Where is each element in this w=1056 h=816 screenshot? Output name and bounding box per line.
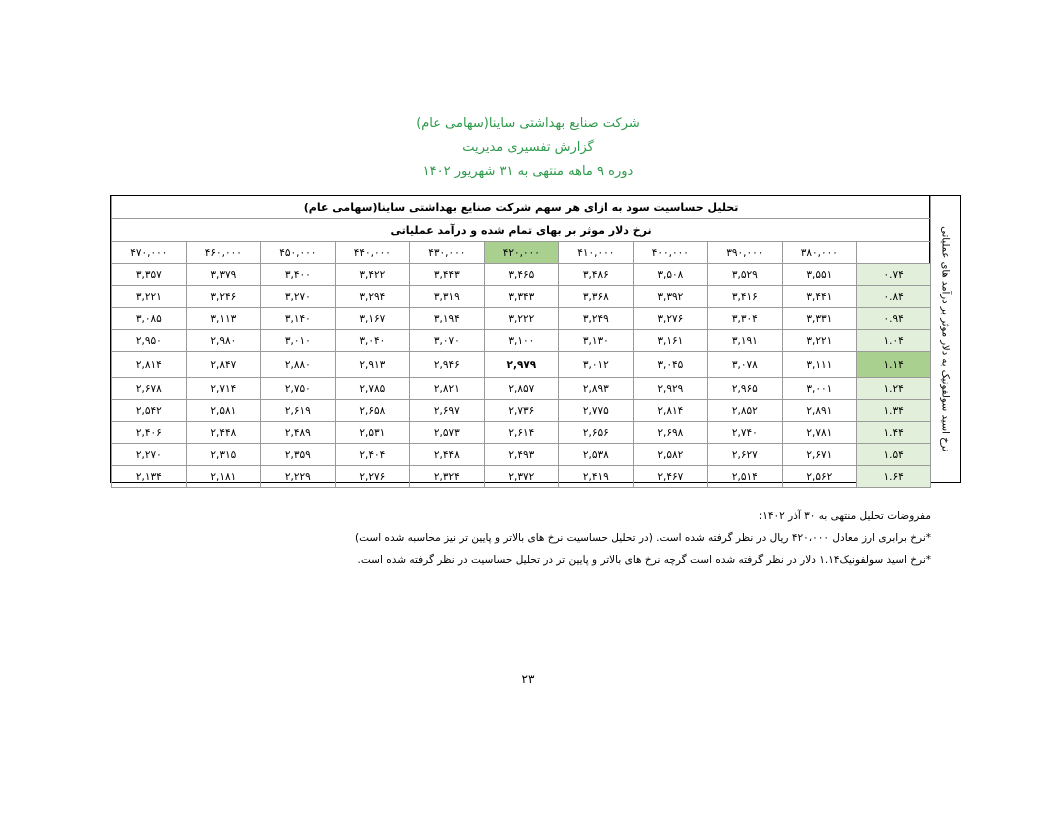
row-label: ۱.۴۴ bbox=[857, 422, 931, 444]
column-header: ۴۷۰,۰۰۰ bbox=[112, 242, 187, 264]
table-cell: ۲,۹۸۰ bbox=[186, 330, 261, 352]
table-cell: ۲,۷۴۰ bbox=[708, 422, 783, 444]
sensitivity-table-frame bbox=[110, 195, 961, 483]
table-cell: ۳,۰۱۲ bbox=[559, 352, 634, 378]
table-cell: ۳,۲۴۹ bbox=[559, 308, 634, 330]
table-cell: ۲,۴۱۹ bbox=[559, 466, 634, 488]
table-cell: ۲,۶۷۸ bbox=[112, 378, 187, 400]
column-header: ۴۶۰,۰۰۰ bbox=[186, 242, 261, 264]
table-cell: ۲,۴۹۳ bbox=[484, 444, 559, 466]
table-cell: ۲,۸۱۴ bbox=[112, 352, 187, 378]
report-title: گزارش تفسیری مدیریت bbox=[462, 140, 594, 155]
table-cell: ۲,۷۷۵ bbox=[559, 400, 634, 422]
row-label: ۱.۱۴ bbox=[857, 352, 931, 378]
table-cell: ۳,۴۴۳ bbox=[410, 264, 485, 286]
company-title: شرکت صنایع بهداشتی ساینا(سهامی عام) bbox=[416, 116, 640, 131]
column-header: ۳۹۰,۰۰۰ bbox=[708, 242, 783, 264]
table-row bbox=[112, 330, 931, 352]
table-cell: ۲,۶۹۸ bbox=[633, 422, 708, 444]
table-cell: ۲,۴۸۹ bbox=[261, 422, 336, 444]
table-cell: ۲,۴۴۸ bbox=[186, 422, 261, 444]
table-cell: ۲,۹۷۹ bbox=[484, 352, 559, 378]
table-cell: ۲,۷۱۴ bbox=[186, 378, 261, 400]
table-cell: ۲,۱۸۱ bbox=[186, 466, 261, 488]
table-cell: ۳,۴۶۵ bbox=[484, 264, 559, 286]
table-cell: ۲,۶۵۸ bbox=[335, 400, 410, 422]
table-cell: ۳,۲۴۶ bbox=[186, 286, 261, 308]
column-header: ۴۱۰,۰۰۰ bbox=[559, 242, 634, 264]
table-cell: ۳,۱۶۷ bbox=[335, 308, 410, 330]
table-row bbox=[112, 264, 931, 286]
table-cell: ۳,۳۵۷ bbox=[112, 264, 187, 286]
table-row bbox=[112, 352, 931, 378]
table-cell: ۲,۶۵۶ bbox=[559, 422, 634, 444]
row-label: ۱.۶۴ bbox=[857, 466, 931, 488]
table-cell: ۲,۷۳۶ bbox=[484, 400, 559, 422]
row-label: ۱.۲۴ bbox=[857, 378, 931, 400]
table-cell: ۳,۱۱۱ bbox=[782, 352, 857, 378]
table-cell: ۳,۴۴۱ bbox=[782, 286, 857, 308]
table-cell: ۲,۸۵۲ bbox=[708, 400, 783, 422]
table-cell: ۲,۴۰۶ bbox=[112, 422, 187, 444]
table-cell: ۳,۵۲۹ bbox=[708, 264, 783, 286]
notes-heading: مفروضات تحلیل منتهی به ۳۰ آذر ۱۴۰۲: bbox=[758, 510, 931, 522]
column-header: ۴۴۰,۰۰۰ bbox=[335, 242, 410, 264]
column-header: ۳۸۰,۰۰۰ bbox=[782, 242, 857, 264]
column-header: ۴۲۰,۰۰۰ bbox=[484, 242, 559, 264]
period-title: دوره ۹ ماهه منتهی به ۳۱ شهریور ۱۴۰۲ bbox=[422, 164, 634, 179]
table-cell: ۳,۲۹۴ bbox=[335, 286, 410, 308]
table-cell: ۲,۶۹۷ bbox=[410, 400, 485, 422]
side-label: نرخ اسید سولفونیک به دلار موثر بر درآمد های عملیاتی bbox=[939, 226, 951, 452]
table-cell: ۳,۱۹۱ bbox=[708, 330, 783, 352]
table-cell: ۳,۰۷۰ bbox=[410, 330, 485, 352]
table-cell: ۲,۳۷۲ bbox=[484, 466, 559, 488]
table-cell: ۳,۳۳۱ bbox=[782, 308, 857, 330]
table-cell: ۲,۶۷۱ bbox=[782, 444, 857, 466]
table-cell: ۳,۳۶۸ bbox=[559, 286, 634, 308]
table-cell: ۲,۸۸۰ bbox=[261, 352, 336, 378]
table-cell: ۳,۲۲۱ bbox=[112, 286, 187, 308]
table-cell: ۲,۹۱۳ bbox=[335, 352, 410, 378]
table-cell: ۳,۳۹۲ bbox=[633, 286, 708, 308]
row-label: ۰.۸۴ bbox=[857, 286, 931, 308]
table-cell: ۳,۴۲۲ bbox=[335, 264, 410, 286]
table-cell: ۳,۲۲۲ bbox=[484, 308, 559, 330]
column-header-row bbox=[112, 242, 931, 264]
table-cell: ۲,۴۴۸ bbox=[410, 444, 485, 466]
table-cell: ۳,۴۱۶ bbox=[708, 286, 783, 308]
table-cell: ۲,۱۳۴ bbox=[112, 466, 187, 488]
table-cell: ۳,۳۴۳ bbox=[484, 286, 559, 308]
table-title: تحلیل حساسیت سود به ازای هر سهم شرکت صنایع بهداشتی ساینا(سهامی عام) bbox=[112, 196, 931, 219]
assumptions-notes bbox=[331, 505, 931, 571]
sensitivity-table bbox=[111, 196, 931, 488]
row-label: ۰.۹۴ bbox=[857, 308, 931, 330]
table-cell: ۲,۳۵۹ bbox=[261, 444, 336, 466]
table-cell: ۲,۸۵۷ bbox=[484, 378, 559, 400]
table-cell: ۳,۲۲۱ bbox=[782, 330, 857, 352]
column-header: ۴۵۰,۰۰۰ bbox=[261, 242, 336, 264]
table-cell: ۳,۲۷۶ bbox=[633, 308, 708, 330]
table-cell: ۲,۷۸۱ bbox=[782, 422, 857, 444]
table-cell: ۳,۱۱۳ bbox=[186, 308, 261, 330]
table-cell: ۲,۷۵۰ bbox=[261, 378, 336, 400]
table-cell: ۳,۵۵۱ bbox=[782, 264, 857, 286]
row-label: ۱.۰۴ bbox=[857, 330, 931, 352]
row-label: ۱.۵۴ bbox=[857, 444, 931, 466]
table-cell: ۲,۲۷۶ bbox=[335, 466, 410, 488]
note-exchange-rate: *نرخ برابری ارز معادل ۴۲۰،۰۰۰ ریال در نظر گرفته شده است. (در تحلیل حساسیت نرخ های بالاتر و پایین تر نیز محاسبه شده است) bbox=[354, 532, 931, 544]
table-cell: ۳,۱۶۱ bbox=[633, 330, 708, 352]
table-cell: ۲,۵۳۸ bbox=[559, 444, 634, 466]
table-cell: ۲,۳۱۵ bbox=[186, 444, 261, 466]
table-cell: ۲,۳۲۴ bbox=[410, 466, 485, 488]
table-row bbox=[112, 400, 931, 422]
table-cell: ۳,۰۴۰ bbox=[335, 330, 410, 352]
table-cell: ۲,۹۵۰ bbox=[112, 330, 187, 352]
table-cell: ۳,۴۸۶ bbox=[559, 264, 634, 286]
table-cell: ۲,۹۴۶ bbox=[410, 352, 485, 378]
table-row bbox=[112, 466, 931, 488]
table-cell: ۲,۸۱۴ bbox=[633, 400, 708, 422]
table-cell: ۳,۵۰۸ bbox=[633, 264, 708, 286]
table-cell: ۳,۳۷۹ bbox=[186, 264, 261, 286]
table-row bbox=[112, 308, 931, 330]
table-cell: ۲,۸۲۱ bbox=[410, 378, 485, 400]
table-cell: ۲,۷۸۵ bbox=[335, 378, 410, 400]
table-cell: ۲,۸۹۳ bbox=[559, 378, 634, 400]
row-label: ۱.۳۴ bbox=[857, 400, 931, 422]
table-cell: ۲,۲۲۹ bbox=[261, 466, 336, 488]
column-header: ۴۰۰,۰۰۰ bbox=[633, 242, 708, 264]
table-cell: ۳,۳۱۹ bbox=[410, 286, 485, 308]
column-header: ۴۳۰,۰۰۰ bbox=[410, 242, 485, 264]
table-cell: ۳,۱۳۰ bbox=[559, 330, 634, 352]
table-cell: ۳,۱۹۴ bbox=[410, 308, 485, 330]
table-cell: ۲,۴۶۷ bbox=[633, 466, 708, 488]
corner-cell bbox=[857, 242, 931, 264]
table-cell: ۲,۵۶۲ bbox=[782, 466, 857, 488]
table-cell: ۲,۶۱۴ bbox=[484, 422, 559, 444]
table-cell: ۳,۱۰۰ bbox=[484, 330, 559, 352]
table-cell: ۲,۸۴۷ bbox=[186, 352, 261, 378]
table-cell: ۳,۲۷۰ bbox=[261, 286, 336, 308]
report-header bbox=[0, 112, 1056, 184]
table-cell: ۲,۵۸۱ bbox=[186, 400, 261, 422]
table-cell: ۲,۸۹۱ bbox=[782, 400, 857, 422]
table-cell: ۳,۳۰۴ bbox=[708, 308, 783, 330]
table-row bbox=[112, 286, 931, 308]
table-cell: ۲,۵۷۳ bbox=[410, 422, 485, 444]
table-cell: ۲,۴۰۴ bbox=[335, 444, 410, 466]
table-row bbox=[112, 422, 931, 444]
table-cell: ۲,۵۸۲ bbox=[633, 444, 708, 466]
table-row bbox=[112, 444, 931, 466]
table-cell: ۲,۶۱۹ bbox=[261, 400, 336, 422]
table-cell: ۳,۰۱۰ bbox=[261, 330, 336, 352]
table-cell: ۲,۵۳۱ bbox=[335, 422, 410, 444]
page-number: ۲۳ bbox=[521, 672, 535, 686]
table-cell: ۳,۱۴۰ bbox=[261, 308, 336, 330]
table-cell: ۲,۵۴۲ bbox=[112, 400, 187, 422]
table-cell: ۲,۹۶۵ bbox=[708, 378, 783, 400]
table-cell: ۳,۰۸۵ bbox=[112, 308, 187, 330]
table-cell: ۳,۰۷۸ bbox=[708, 352, 783, 378]
table-cell: ۳,۴۰۰ bbox=[261, 264, 336, 286]
side-label-cell bbox=[929, 196, 960, 482]
table-cell: ۲,۵۱۴ bbox=[708, 466, 783, 488]
note-sulfonic-acid: *نرخ اسید سولفونیک۱.۱۴ دلار در نظر گرفته شده است گرچه نرخ های بالاتر و پایین تر در تحلیل حساسیت در نظر گرفته شده است. bbox=[357, 554, 931, 566]
table-cell: ۳,۰۰۱ bbox=[782, 378, 857, 400]
table-cell: ۲,۶۲۷ bbox=[708, 444, 783, 466]
table-subtitle: نرخ دلار موثر بر بهای تمام شده و درآمد عملیاتی bbox=[112, 219, 931, 242]
table-cell: ۲,۹۲۹ bbox=[633, 378, 708, 400]
row-label: ۰.۷۴ bbox=[857, 264, 931, 286]
table-row bbox=[112, 378, 931, 400]
table-cell: ۲,۲۷۰ bbox=[112, 444, 187, 466]
table-cell: ۳,۰۴۵ bbox=[633, 352, 708, 378]
